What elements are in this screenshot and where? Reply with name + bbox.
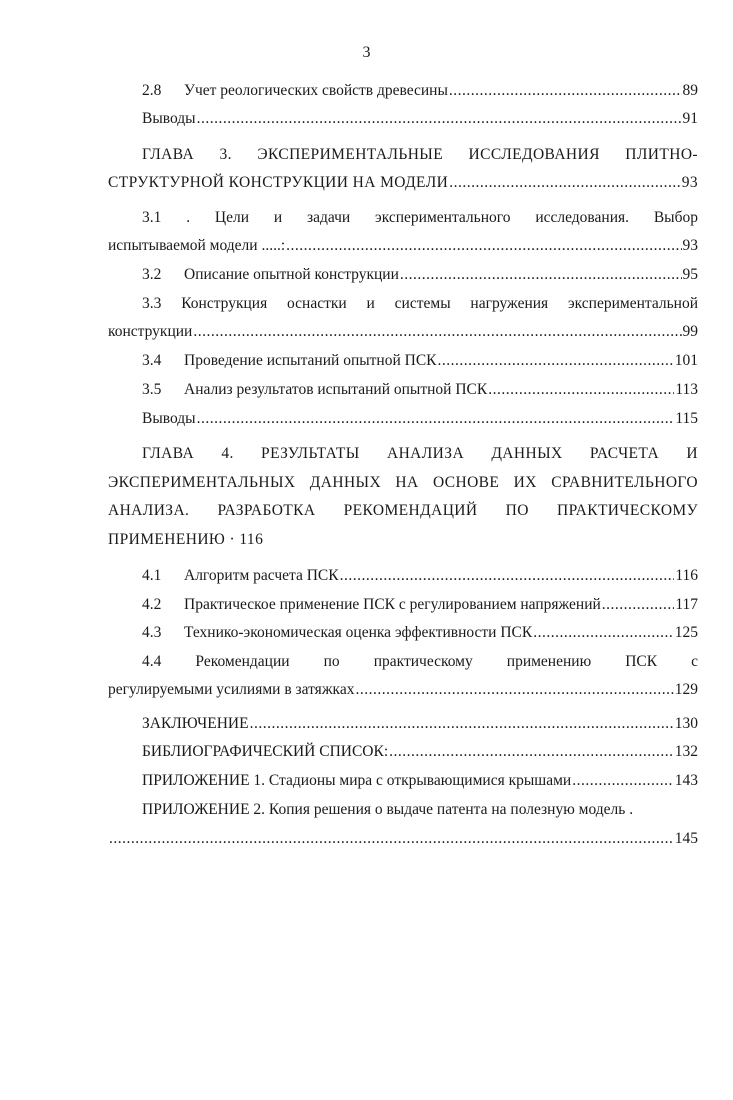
leader-dots bbox=[438, 351, 674, 371]
toc-entry-number: 3.5 bbox=[142, 381, 162, 398]
leader-dots bbox=[449, 81, 682, 101]
toc-entry-page: 93 bbox=[681, 174, 698, 191]
toc-entry-3-3-line1: 3.3 Конструкция оснастки и системы нагружения экспериментальной bbox=[142, 295, 698, 312]
toc-entry-conclusion bbox=[142, 714, 698, 734]
toc-entry-page: 117 bbox=[675, 596, 698, 613]
toc-entry-page: 95 bbox=[682, 266, 698, 283]
leader-dots bbox=[572, 771, 674, 791]
toc-entry-number: 4.3 bbox=[142, 624, 162, 641]
toc-chapter-4-line3: АНАЛИЗА. РАЗРАБОТКА РЕКОМЕНДАЦИЙ ПО ПРАКТИЧЕСКОМУ bbox=[108, 502, 698, 519]
toc-entry-3-2 bbox=[142, 265, 698, 285]
leader-dots bbox=[109, 829, 674, 849]
page-number: 3 bbox=[362, 44, 371, 61]
toc-entry-title: конструкции bbox=[108, 323, 193, 340]
toc-entry-appendix-1 bbox=[142, 771, 698, 791]
toc-entry-number: 2.8 bbox=[142, 82, 162, 99]
toc-entry-page: 129 bbox=[674, 681, 698, 698]
leader-dots bbox=[286, 236, 681, 256]
toc-entry-3-3 bbox=[108, 322, 698, 342]
toc-entry-number: 4.1 bbox=[142, 567, 162, 584]
leader-dots bbox=[340, 566, 675, 586]
toc-entry-title: Проведение испытаний опытной ПСК bbox=[184, 352, 437, 369]
toc-entry-page: 101 bbox=[674, 352, 698, 369]
toc-entry-title: Описание опытной конструкции bbox=[184, 266, 399, 283]
toc-entry-page: 91 bbox=[682, 110, 698, 127]
toc-entry-bibliography bbox=[142, 742, 698, 762]
toc-entry-number: 4.2 bbox=[142, 596, 162, 613]
toc-chapter-3 bbox=[108, 173, 698, 193]
toc-entry-page: 143 bbox=[674, 772, 698, 789]
leader-dots bbox=[193, 322, 681, 342]
toc-entry-2-8 bbox=[142, 81, 698, 101]
leader-dots bbox=[250, 714, 674, 734]
toc-entry-page: 132 bbox=[674, 743, 698, 760]
toc-entry-title: ЗАКЛЮЧЕНИЕ bbox=[142, 715, 249, 732]
toc-entry-page: 115 bbox=[675, 410, 698, 427]
leader-dots bbox=[602, 595, 675, 615]
toc-entry-3-1 bbox=[108, 236, 698, 256]
toc-entry-title: Технико-экономическая оценка эффективности ПСК bbox=[184, 624, 533, 641]
toc-entry-title: Учет реологических свойств древесины bbox=[184, 82, 448, 99]
toc-entry-appendix-2-line1 bbox=[142, 800, 698, 820]
toc-chapter-4-line4 bbox=[108, 530, 698, 550]
toc-entry-title: Анализ результатов испытаний опытной ПСК bbox=[184, 381, 488, 398]
leader-dots bbox=[389, 742, 674, 762]
toc-entry-title: регулируемыми усилиями в затяжках bbox=[108, 681, 355, 698]
toc-entry-title: Выводы bbox=[142, 410, 196, 427]
toc-entry-title: СТРУКТУРНОЙ КОНСТРУКЦИИ НА МОДЕЛИ bbox=[108, 174, 449, 191]
leader-dots bbox=[488, 380, 674, 400]
toc-entry-page: 125 bbox=[674, 624, 698, 641]
toc-entry-conclusions-2 bbox=[142, 109, 698, 129]
toc-entry-page: 99 bbox=[682, 323, 698, 340]
leader-dots bbox=[355, 680, 673, 700]
toc-chapter-4-line2: ЭКСПЕРИМЕНТАЛЬНЫХ ДАННЫХ НА ОСНОВЕ ИХ СРАВНИТЕЛЬНОГО bbox=[108, 474, 698, 491]
toc-chapter-3-line1: ГЛАВА 3. ЭКСПЕРИМЕНТАЛЬНЫЕ ИССЛЕДОВАНИЯ ПЛИТНО- bbox=[142, 146, 698, 163]
toc-entry-title: Алгоритм расчета ПСК bbox=[184, 567, 339, 584]
toc-entry-3-1-line1: 3.1 . Цели и задачи экспериментального исследования. Выбор bbox=[142, 209, 698, 226]
toc-entry-4-1 bbox=[142, 566, 698, 586]
leader-dots bbox=[449, 173, 680, 193]
toc-entry-page: 116 bbox=[675, 567, 698, 584]
toc-entry-4-4 bbox=[108, 680, 698, 700]
toc-entry-title: Практическое применение ПСК с регулированием напряжений bbox=[184, 596, 601, 613]
toc-entry-page: 145 bbox=[674, 830, 698, 847]
toc-entry-page: 93 bbox=[682, 237, 698, 254]
toc-entry-page: 113 bbox=[675, 381, 698, 398]
toc-entry-title: ПРИМЕНЕНИЮ · 116 bbox=[108, 531, 264, 548]
toc-entry-4-2 bbox=[142, 595, 698, 615]
toc-entry-page: 130 bbox=[674, 715, 698, 732]
toc-entry-title: Выводы bbox=[142, 110, 196, 127]
toc-entry-title: ПРИЛОЖЕНИЕ 2. Копия решения о выдаче патента на полезную модель . bbox=[142, 801, 634, 818]
leader-dots bbox=[400, 265, 682, 285]
toc-entry-number: 3.2 bbox=[142, 266, 162, 283]
leader-dots bbox=[533, 623, 674, 643]
leader-dots bbox=[197, 409, 675, 429]
toc-entry-3-4 bbox=[142, 351, 698, 371]
toc-chapter-4-line1: ГЛАВА 4. РЕЗУЛЬТАТЫ АНАЛИЗА ДАННЫХ РАСЧЕТА И bbox=[142, 445, 698, 462]
toc-entry-number: 3.4 bbox=[142, 352, 162, 369]
toc-entry-appendix-2 bbox=[108, 829, 698, 849]
toc-entry-page: 89 bbox=[682, 82, 698, 99]
toc-entry-title: ПРИЛОЖЕНИЕ 1. Стадионы мира с открывающимися крышами bbox=[142, 772, 572, 789]
toc-entry-conclusions-3 bbox=[142, 409, 698, 429]
toc-entry-title: БИБЛИОГРАФИЧЕСКИЙ СПИСОК: bbox=[142, 743, 389, 760]
toc-entry-4-3 bbox=[142, 623, 698, 643]
toc-entry-3-5 bbox=[142, 380, 698, 400]
leader-dots bbox=[197, 109, 682, 129]
toc-entry-title: испытываемой модели .....: bbox=[108, 237, 286, 254]
toc-entry-4-4-line1: 4.4 Рекомендации по практическому применению ПСК с bbox=[142, 653, 698, 670]
